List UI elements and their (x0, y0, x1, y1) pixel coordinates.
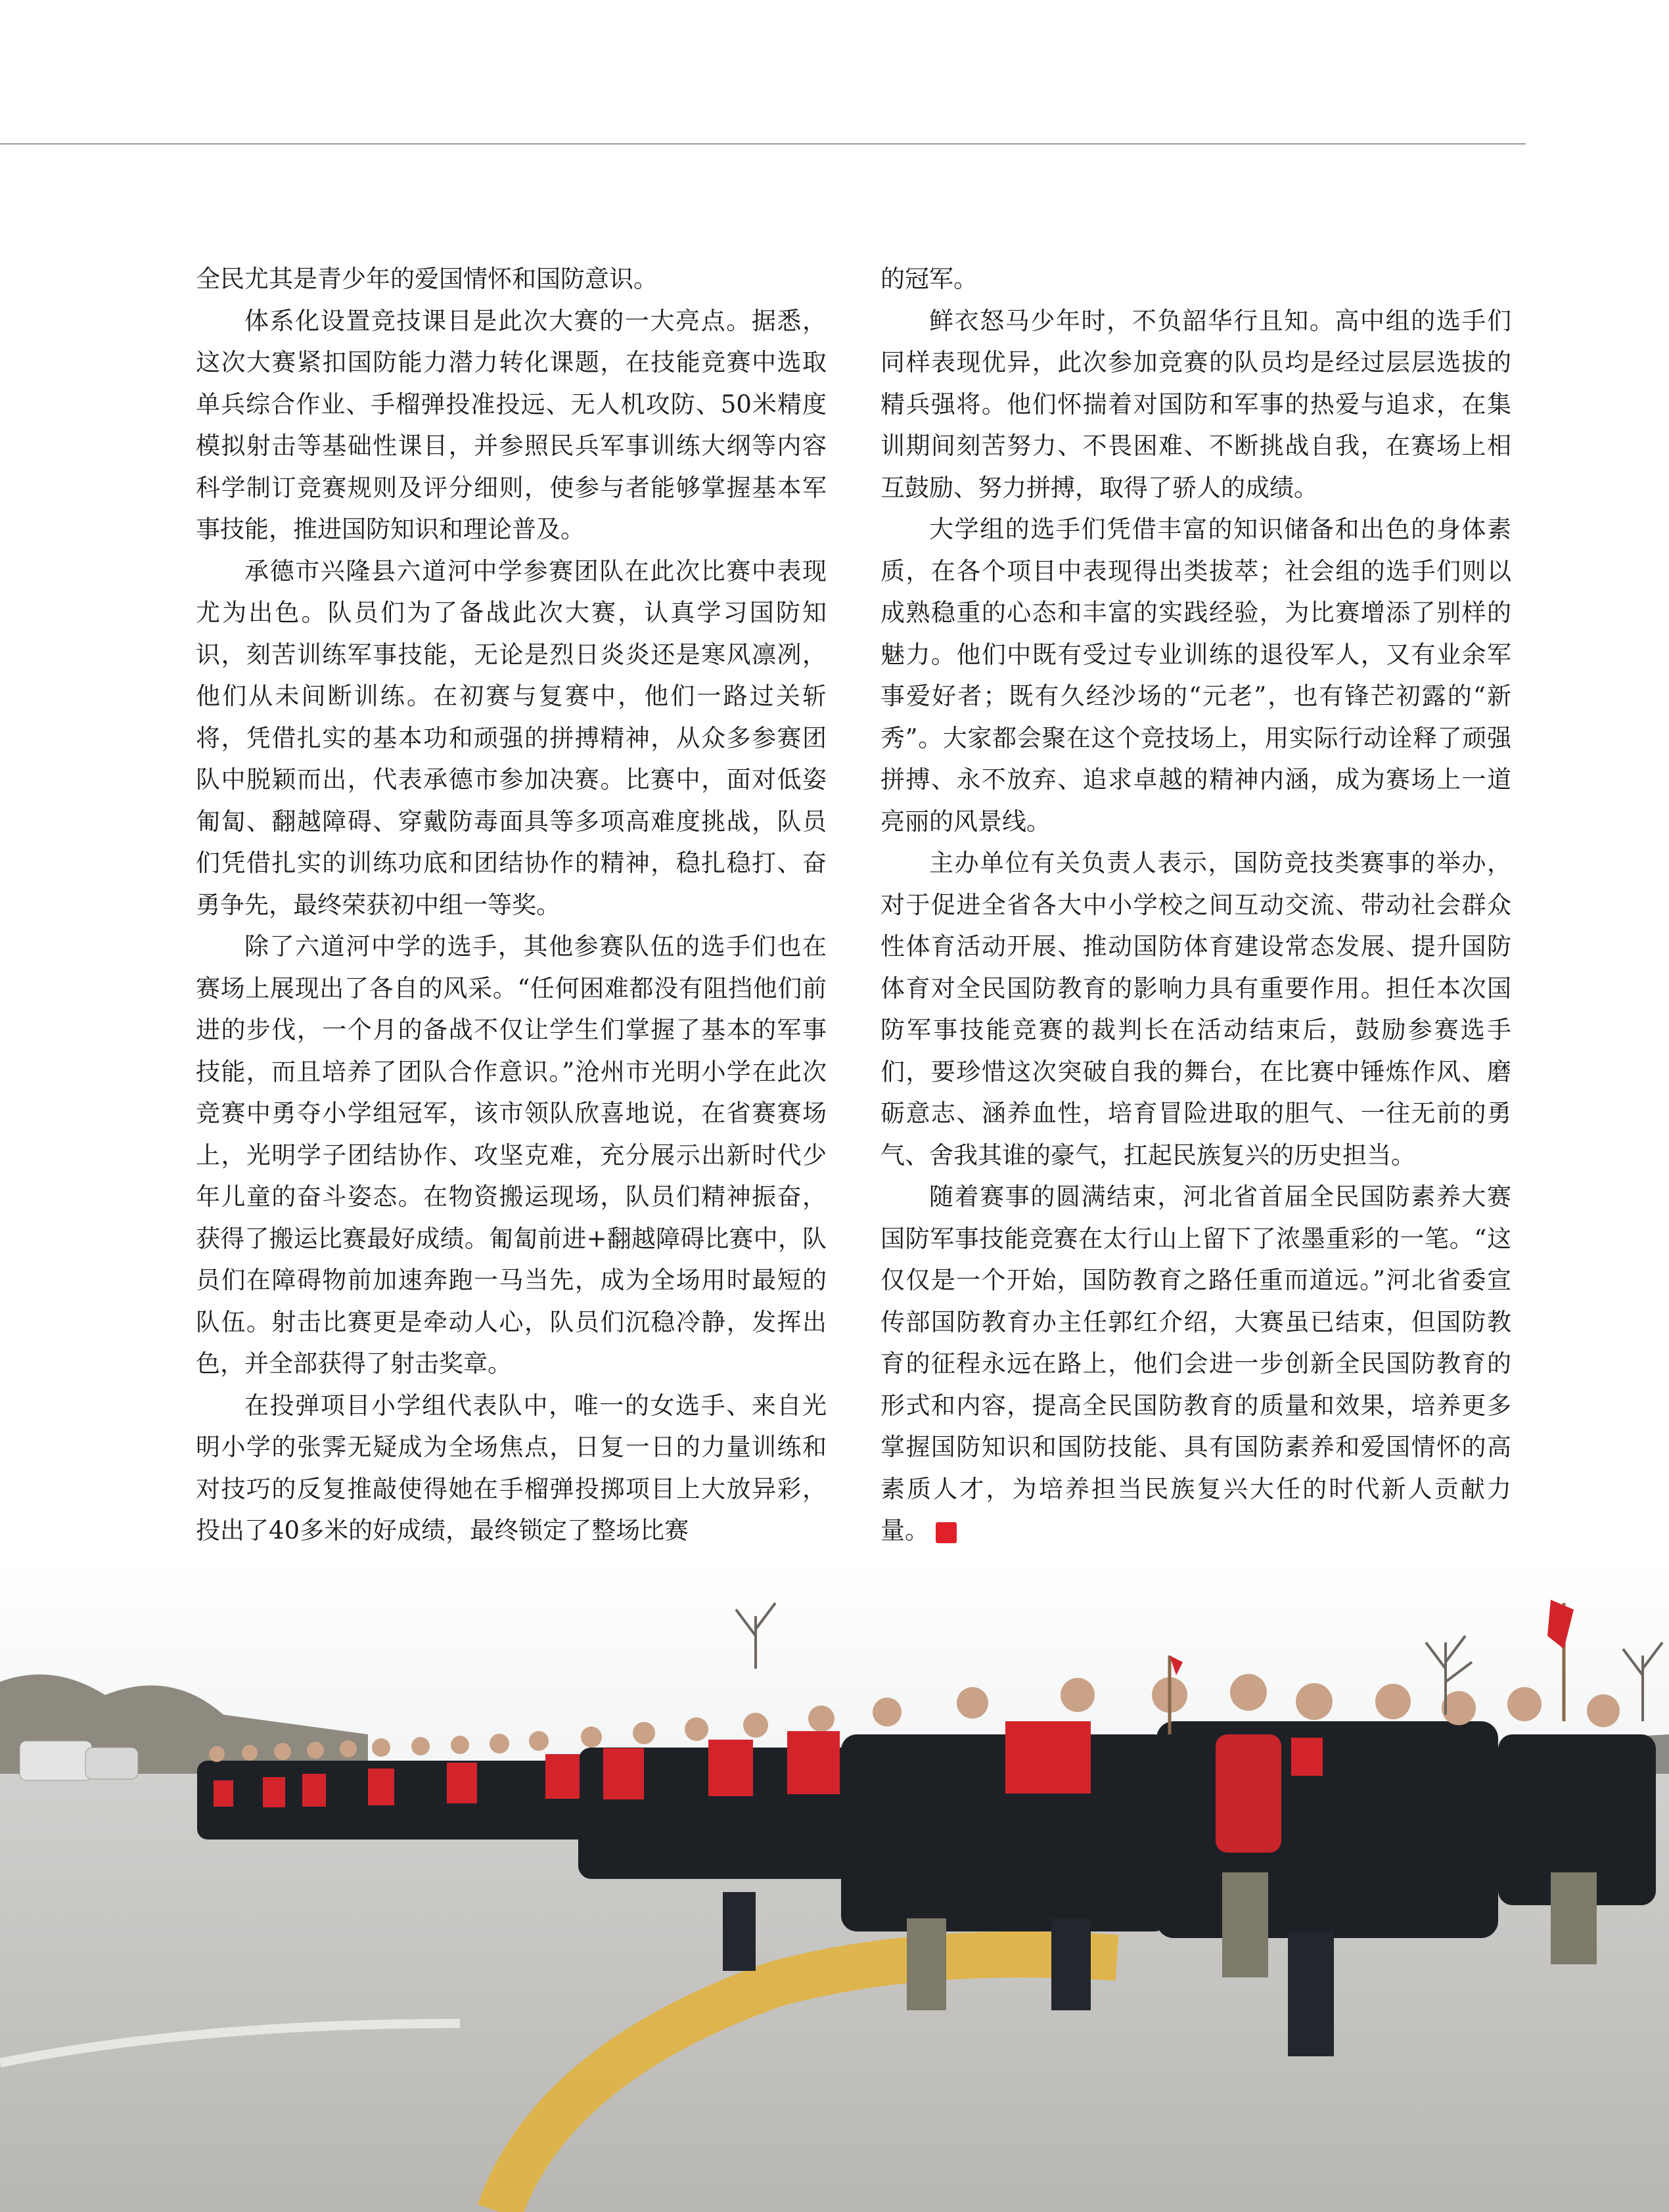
paragraph: 大学组的选手们凭借丰富的知识储备和出色的身体素质，在各个项目中表现得出类拔萃；社会组的选手们则以成熟稳重的心态和丰富的实践经验，为比赛增添了别样的魅力。他们中既有受过专业训练的退役军人，又有业余军事爱好者；既有久经沙场的“元老”，也有锋芒初露的“新秀”。大家都会聚在这个竞技场上，用实际行动诠释了顽强拼搏、永不放弃、追求卓越的精神内涵，成为赛场上一道亮丽的风景线。 (880, 515, 1511, 836)
paragraph: 主办单位有关负责人表示，国防竞技类赛事的举办，对于促进全省各大中小学校之间互动交流、带动社会群众性体育活动开展、推动国防体育建设常态发展、提升国防体育对全民国防教育的影响力具有重要作用。担任本次国防军事技能竞赛的裁判长在活动结束后，鼓励参赛选手们，要珍惜这次突破自我的舞台，在比赛中锤炼作风、磨砺意志、涵养血性，培育冒险进取的胆气、一往无前的勇气、舍我其谁的豪气，扛起民族复兴的历史担当。 (880, 849, 1511, 1169)
end-of-article-icon: G (936, 1522, 957, 1543)
paragraph-final-text: 随着赛事的圆满结束，河北省首届全民国防素养大赛国防军事技能竞赛在太行山上留下了浓墨重彩的一笔。“这仅仅是一个开始，国防教育之路任重而道远。”河北省委宣传部国防教育办主任郭红介绍，大赛虽已结束，但国防教育的征程永远在路上，他们会进一步创新全民国防教育的形式和内容，提高全民国防教育的质量和效果，培养更多掌握国防知识和国防技能、具有国防素养和爱国情怀的高素质人才，为培养担当民族复兴大任的时代新人贡献力量。 (880, 1183, 1511, 1545)
paragraph: 的冠军。 (880, 265, 978, 293)
paragraph-final (880, 1176, 1511, 1552)
event-photo (0, 1564, 1669, 2212)
paragraph: 除了六道河中学的选手，其他参赛队伍的选手们也在赛场上展现出了各自的风采。“任何困难都没有阻挡他们前进的步伐，一个月的备战不仅让学生们掌握了基本的军事技能，而且培养了团队合作意识。”沧州市光明小学在此次竞赛中勇夺小学组冠军，该市领队欣喜地说，在省赛赛场上，光明学子团结协作、攻坚克难，充分展示出新时代少年儿童的奋斗姿态。在物资搬运现场，队员们精神振奋，获得了搬运比赛最好成绩。匍匐前进+翻越障碍比赛中，队员们在障碍物前加速奔跑一马当先，成为全场用时最短的队伍。射击比赛更是牵动人心，队员们沉稳冷静，发挥出色，并全部获得了射击奖章。 (196, 932, 827, 1378)
paragraph: 体系化设置竞技课目是此次大赛的一大亮点。据悉，这次大赛紧扣国防能力潜力转化课题，在技能竞赛中选取单兵综合作业、手榴弹投准投远、无人机攻防、50米精度模拟射击等基础性课目，并参照民兵军事训练大纲等内容科学制订竞赛规则及评分细则，使参与者能够掌握基本军事技能，推进国防知识和理论普及。 (196, 306, 827, 543)
article-column-left (196, 258, 827, 1552)
paragraph: 全民尤其是青少年的爱国情怀和国防意识。 (196, 265, 658, 293)
header-rule (0, 143, 1526, 145)
paragraph: 在投弹项目小学组代表队中，唯一的女选手、来自光明小学的张霁无疑成为全场焦点，日复一日的力量训练和对技巧的反复推敲使得她在手榴弹投掷项目上大放异彩，投出了40多米的好成绩，最终锁定了整场比赛 (196, 1391, 827, 1545)
paragraph: 承德市兴隆县六道河中学参赛团队在此次比赛中表现尤为出色。队员们为了备战此次大赛，认真学习国防知识，刻苦训练军事技能，无论是烈日炎炎还是寒风凛冽，他们从未间断训练。在初赛与复赛中，他们一路过关斩将，凭借扎实的基本功和顽强的拼搏精神，从众多参赛团队中脱颖而出，代表承德市参加决赛。比赛中，面对低姿匍匐、翻越障碍、穿戴防毒面具等多项高难度挑战，队员们凭借扎实的训练功底和团结协作的精神，稳扎稳打、奋勇争先，最终荣获初中组一等奖。 (196, 556, 827, 919)
article-column-right (880, 258, 1511, 1552)
paragraph: 鲜衣怒马少年时，不负韶华行且知。高中组的选手们同样表现优异，此次参加竞赛的队员均是经过层层选拔的精兵强将。他们怀揣着对国防和军事的热爱与追求，在集训期间刻苦努力、不畏困难、不断挑战自我，在赛场上相互鼓励、努力拼搏，取得了骄人的成绩。 (880, 306, 1511, 502)
